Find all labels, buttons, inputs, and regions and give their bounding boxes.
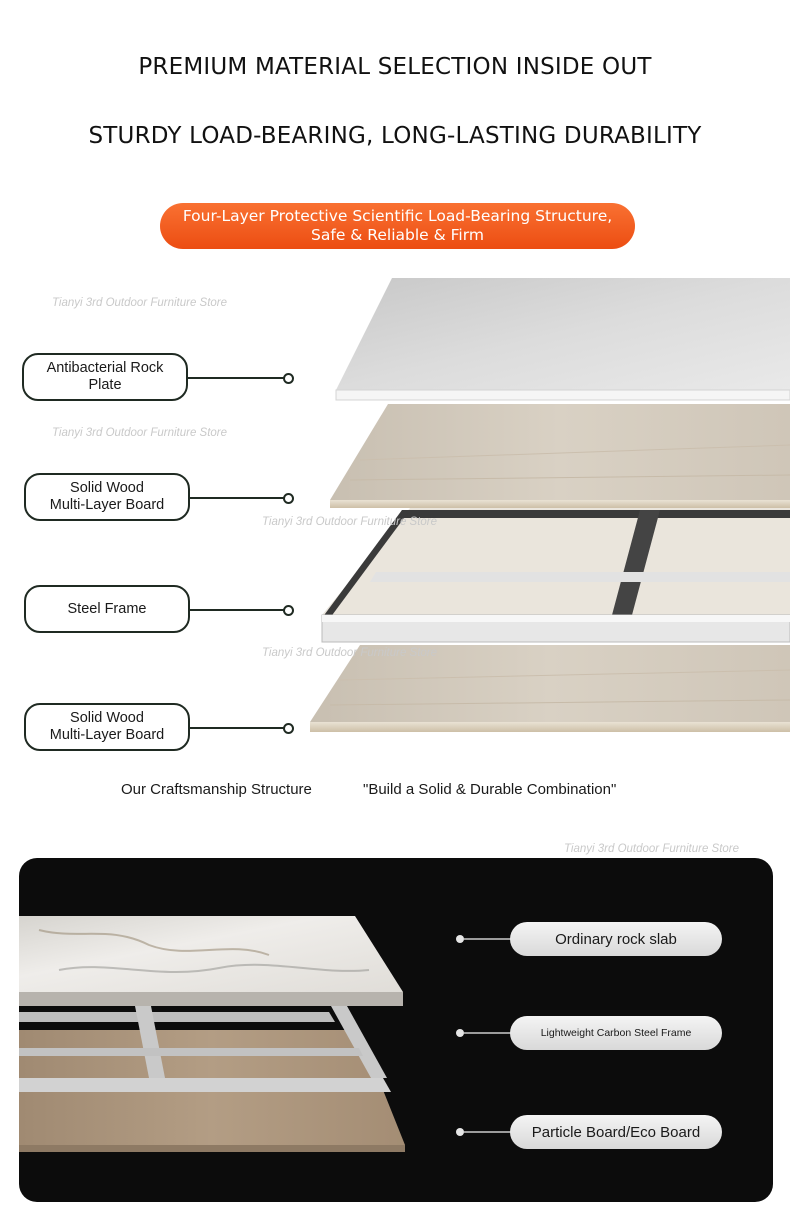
heading-line-2: STURDY LOAD-BEARING, LONG-LASTING DURABILITY — [88, 123, 702, 149]
heading-line-1: PREMIUM MATERIAL SELECTION INSIDE OUT — [138, 54, 652, 80]
ordinary-structure-illustration — [19, 900, 419, 1170]
banner-line-2: Safe & Reliable & Firm — [311, 226, 484, 244]
caption-combination: "Build a Solid & Durable Combination" — [363, 781, 617, 798]
connector-dot — [283, 373, 294, 384]
connector-dot — [283, 605, 294, 616]
comparison-dot — [456, 935, 464, 943]
connector-line — [190, 609, 284, 611]
label-carbon-steel-frame: Lightweight Carbon Steel Frame — [510, 1016, 722, 1050]
connector-line — [190, 727, 284, 729]
watermark: Tianyi 3rd Outdoor Furniture Store — [564, 843, 740, 855]
comparison-line — [464, 938, 512, 940]
connector-dot — [283, 723, 294, 734]
comparison-dot — [456, 1029, 464, 1037]
label-steel-frame: Steel Frame — [24, 585, 190, 633]
comparison-dot — [456, 1128, 464, 1136]
marble-slab — [19, 916, 403, 1006]
banner-line-1: Four-Layer Protective Scientific Load-Bearing Structure, — [182, 207, 613, 225]
wood-board-layer-top — [330, 404, 790, 508]
watermark: Tianyi 3rd Outdoor Furniture Store — [52, 297, 228, 309]
connector-line — [188, 377, 284, 379]
label-ordinary-rock-slab: Ordinary rock slab — [510, 922, 722, 956]
connector-line — [190, 497, 284, 499]
label-wood-board-bottom: Solid Wood Multi-Layer Board — [24, 703, 190, 751]
structure-banner — [160, 203, 635, 249]
label-particle-board: Particle Board/Eco Board — [510, 1115, 722, 1149]
watermark: Tianyi 3rd Outdoor Furniture Store — [52, 427, 228, 439]
watermark: Tianyi 3rd Outdoor Furniture Store — [262, 647, 438, 659]
carbon-steel-frame — [19, 1006, 391, 1092]
label-wood-board-top: Solid Wood Multi-Layer Board — [24, 473, 190, 521]
comparison-line — [464, 1131, 512, 1133]
comparison-line — [464, 1032, 512, 1034]
label-rock-plate: Antibacterial Rock Plate — [22, 353, 188, 401]
connector-dot — [283, 493, 294, 504]
rock-plate-layer — [336, 278, 790, 400]
watermark: Tianyi 3rd Outdoor Furniture Store — [262, 516, 438, 528]
caption-craftsmanship: Our Craftsmanship Structure — [121, 781, 312, 798]
steel-frame-layer — [322, 508, 790, 642]
